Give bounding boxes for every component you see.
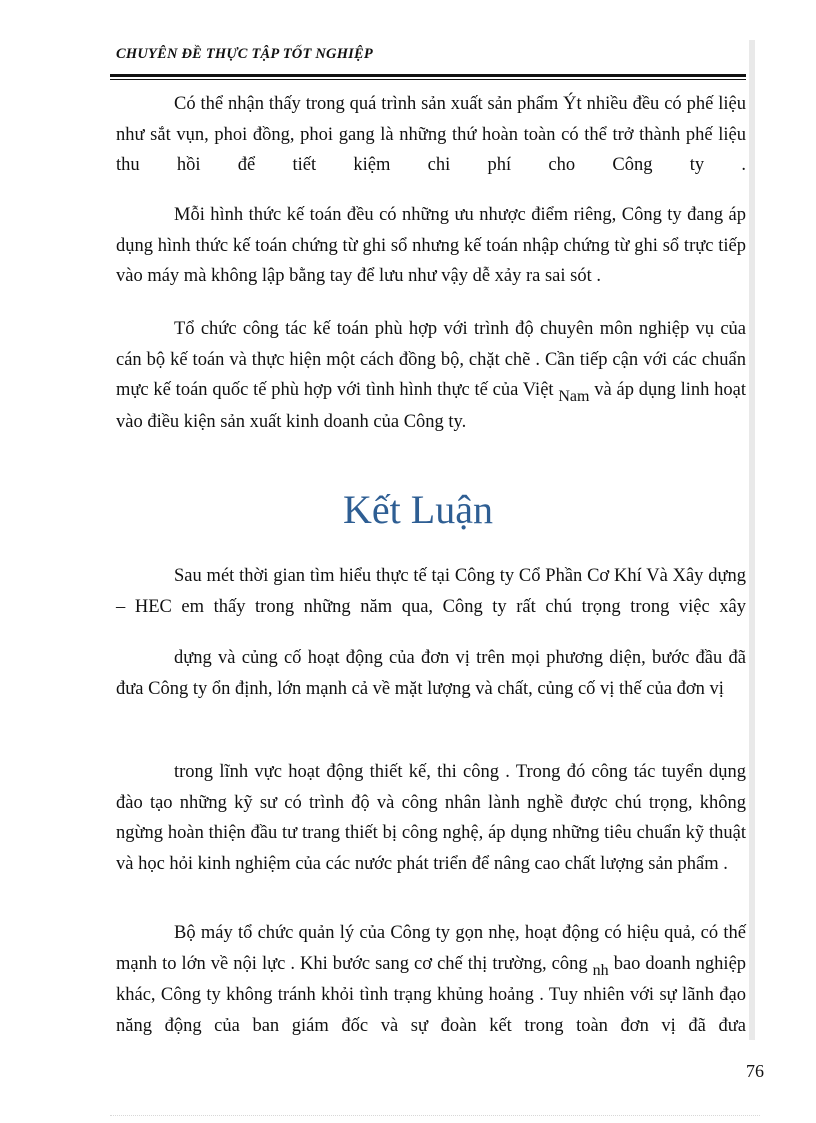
paragraph-text: Tổ chức công tác kế toán phù hợp với trình độ chuyên môn nghiệp vụ của cán bộ kế toán và thực hiện một cách đồng bộ, chặt chẽ . Cần tiếp cận với các chuẩn mực kế toán quốc tế phù hợp với tình hình thực tế của Việt xyxy=(116,319,746,400)
section-heading: Kết Luận xyxy=(343,487,493,532)
paragraph-accounting-organization xyxy=(116,314,746,437)
paragraph-text: bao doanh nghiệp khác, Công ty không tránh khỏi tình trạng khủng hoảng . Tuy nhiên với sự lãnh đạo năng động của ban giám đốc và sự đoàn kết trong toàn đơn vị đã đưa xyxy=(116,953,747,1036)
subscript-word: Nam xyxy=(558,388,590,405)
paragraph-accounting-form: Mỗi hình thức kế toán đều có những ưu nhược điểm riêng, Công ty đang áp dụng hình thức kế toán chứng từ ghi sổ nhưng kế toán nhập chứng từ ghi sổ trực tiếp vào máy mà không lập bằng tay để lưu như vậy dễ xảy ra sai sót . xyxy=(116,205,746,286)
page-shadow-right xyxy=(749,40,755,1040)
page-shadow-bottom xyxy=(110,1115,760,1116)
document-header: CHUYÊN ĐỀ THỰC TẬP TỐT NGHIỆP xyxy=(116,46,373,62)
subscript-word: nh xyxy=(592,961,609,979)
page-number: 76 xyxy=(746,1061,764,1081)
paragraph-conclusion-intro: Sau mét thời gian tìm hiểu thực tế tại Công ty Cổ Phần Cơ Khí Và Xây dựng – HEC em thấy trong những năm qua, Công ty rất chú trọng trong việc xây xyxy=(116,566,746,617)
paragraph-scrap-recovery: Có thể nhận thấy trong quá trình sản xuất sản phẩm Ýt nhiều đều có phế liệu như sắt vụn, phoi đồng, phoi gang là những thứ hoàn toàn có thể trở thành phế liệu thu hồi để tiết kiệm chi phí cho Công ty . xyxy=(116,94,746,175)
paragraph-text: Bộ máy tổ chức quản lý của Công ty gọn nhẹ, hoạt động có hiệu quả, có thế mạnh to lớn về nội lực . Khi bước sang cơ chế thị trường, công xyxy=(116,923,746,974)
paragraph-conclusion-training: trong lĩnh vực hoạt động thiết kế, thi công . Trong đó công tác tuyển dụng đào tạo những kỹ sư có trình độ và công nhân lành nghề được chú trọng, không ngừng hoàn thiện đầu tư trang thiết bị công nghệ, áp dụng những tiêu chuẩn kỹ thuật và học hỏi kinh nghiệm của các nước phát triển để nâng cao chất lượng sản phẩm . xyxy=(116,762,746,874)
paragraph-conclusion-development: dựng và củng cố hoạt động của đơn vị trên mọi phương diện, bước đầu đã đưa Công ty ổn định, lớn mạnh cả về mặt lượng và chất, củng cố vị thế của đơn vị xyxy=(116,648,746,699)
header-rule-thin xyxy=(110,79,746,80)
paragraph-conclusion-management xyxy=(116,918,746,1041)
header-rule-thick xyxy=(110,74,746,77)
paragraph-text: và áp dụng linh hoạt vào điều kiện sản xuất kinh doanh của Công ty. xyxy=(116,380,746,432)
